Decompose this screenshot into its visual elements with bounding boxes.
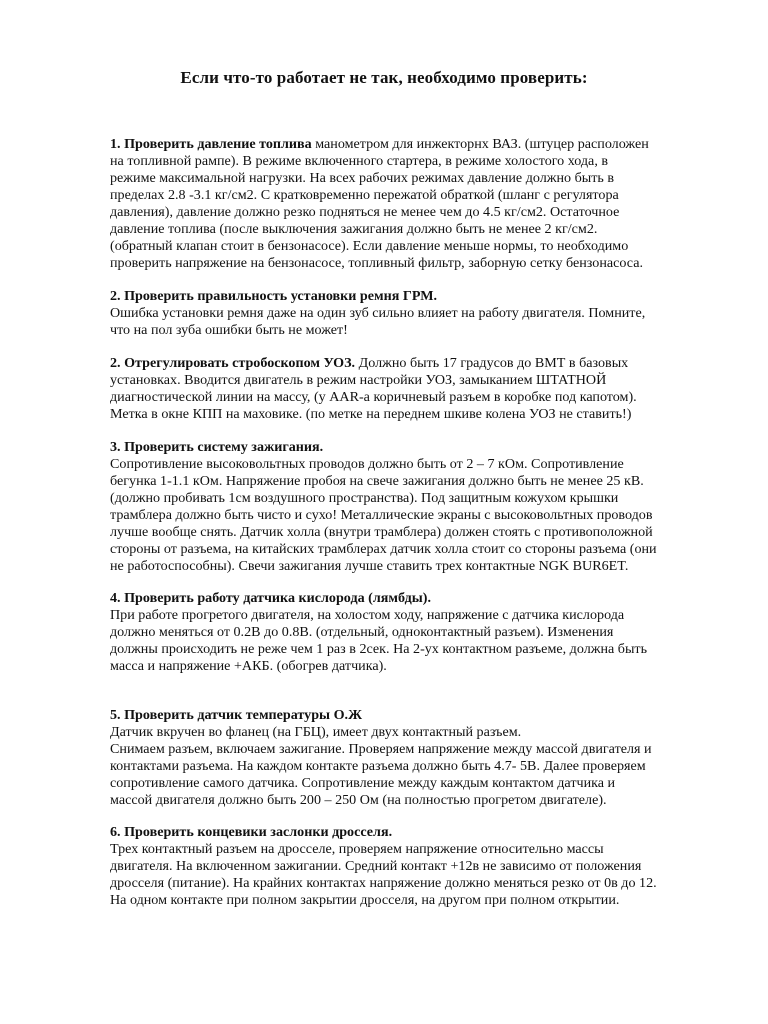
section-line: бегунка 1-1.1 кОм. Напряжение пробоя на свече зажигания должно быть не менее 25 кВ. [110, 473, 644, 489]
section-throttle-switches [110, 824, 710, 909]
section-line: Ошибка установки ремня даже на один зуб сильно влияет на работу двигателя. Помните, [110, 305, 646, 321]
section-line: давление топлива (после выключения зажигания должно быть не менее 2 кг/см2. [110, 221, 598, 237]
section-line: лучше вообще снять. Датчик холла (внутри трамблера) должен стоять с противоположной [110, 524, 653, 540]
section-line: что на пол зуба ошибки быть не может! [110, 322, 348, 338]
section-ignition-timing [110, 355, 710, 423]
section-line: должно меняться от 0.2В до 0.8В. (отдельный, одноконтактный разъем). Изменения [110, 624, 614, 640]
section-line: 2. Отрегулировать стробоскопом УОЗ. Должно быть 17 градусов до ВМТ в базовых [110, 355, 629, 371]
section-line: дросселя (питание). На крайних контактах напряжение должно меняться резко от 0в до 12. [110, 875, 657, 891]
section-line: контактами разъема. На каждом контакте разъема должно быть 4.7- 5В. Далее проверяем [110, 758, 646, 774]
section-heading: 4. Проверить работу датчика кислорода (лямбды). [110, 590, 432, 606]
section-line: не работоспособны). Свечи зажигания лучше ставить трех контактные NGK BUR6ET. [110, 558, 629, 574]
section-line: (должно пробивать 1см воздушного пространства). Под защитным кожухом крышки [110, 490, 619, 506]
section-line: давления), давление должно резко подняться не менее чем до 4.5 кг/см2. Остаточное [110, 204, 620, 220]
section-line: диагностической линии на массу, (у AAR-а коричневый разъем в коробке под капотом). [110, 389, 637, 405]
section-heading: 5. Проверить датчик температуры О.Ж [110, 707, 363, 723]
section-line: сопротивление самого датчика. Сопротивление между каждым контактом датчика и [110, 775, 616, 791]
section-line: масса и напряжение +АКБ. (обогрев датчика). [110, 658, 387, 674]
section-line: 1. Проверить давление топлива манометром для инжекторнх ВАЗ. (штуцер расположен [110, 136, 649, 152]
section-oxygen-sensor [110, 590, 710, 675]
section-coolant-sensor [110, 707, 710, 809]
section-line: На одном контакте при полном закрытии дросселя, на другом при полном открытии. [110, 892, 620, 908]
section-line: режиме максимальной нагрузки. На всех рабочих режимах давление должно быть в [110, 170, 615, 186]
section-line: на топливной рампе). В режиме включенного стартера, в режиме холостого хода, в [110, 153, 609, 169]
section-line: массой двигателя должно быть 200 – 250 Ом (на полностью прогретом двигателе). [110, 792, 607, 808]
section-line: стороны от разъема, на китайских трамблерах датчик холла стоит со стороны разъема (они [110, 541, 657, 557]
section-line: Сопротивление высоковольтных проводов должно быть от 2 – 7 кОм. Сопротивление [110, 456, 624, 472]
section-heading: 2. Проверить правильность установки ремня ГРМ. [110, 288, 438, 304]
section-line: Датчик вкручен во фланец (на ГБЦ), имеет двух контактный разъем. [110, 724, 522, 740]
section-line: двигателя. На включенном зажигании. Средний контакт +12в не зависимо от положения [110, 858, 642, 874]
section-line: пределах 2.8 -3.1 кг/см2. С кратковременно пережатой обраткой (шланг с регулятора [110, 187, 619, 203]
section-line: должны происходить не реже чем 1 раз в 2сек. На 2-ух контактном разъеме, должна быть [110, 641, 648, 657]
section-timing-belt [110, 288, 710, 339]
section-heading: 1. Проверить давление топлива [110, 136, 312, 152]
section-line: установках. Вводится двигатель в режим настройки УОЗ, замыканием ШТАТНОЙ [110, 372, 607, 388]
section-heading: 6. Проверить концевики заслонки дросселя. [110, 824, 393, 840]
section-fuel-pressure [110, 136, 710, 272]
document-title: Если что-то работает не так, необходимо проверить: [180, 68, 588, 87]
section-heading: 3. Проверить систему зажигания. [110, 439, 324, 455]
section-line: (обратный клапан стоит в бензонасосе). Если давление меньше нормы, то необходимо [110, 238, 629, 254]
section-line: Снимаем разъем, включаем зажигание. Проверяем напряжение между массой двигателя и [110, 741, 652, 757]
section-line: Трех контактный разъем на дросселе, проверяем напряжение относительно массы [110, 841, 604, 857]
section-line: проверить напряжение на бензонасосе, топливный фильтр, заборную сетку бензонасоса. [110, 255, 643, 271]
section-line: трамблера должно быть чисто и сухо! Металлические экраны с высоковольтных проводов [110, 507, 653, 523]
section-heading: 2. Отрегулировать стробоскопом УОЗ. [110, 355, 356, 371]
section-ignition-system [110, 439, 710, 575]
section-line: Метка в окне КПП на маховике. (по метке на переднем шкиве колена УОЗ не ставить!) [110, 406, 632, 422]
section-line: При работе прогретого двигателя, на холостом ходу, напряжение с датчика кислорода [110, 607, 625, 623]
